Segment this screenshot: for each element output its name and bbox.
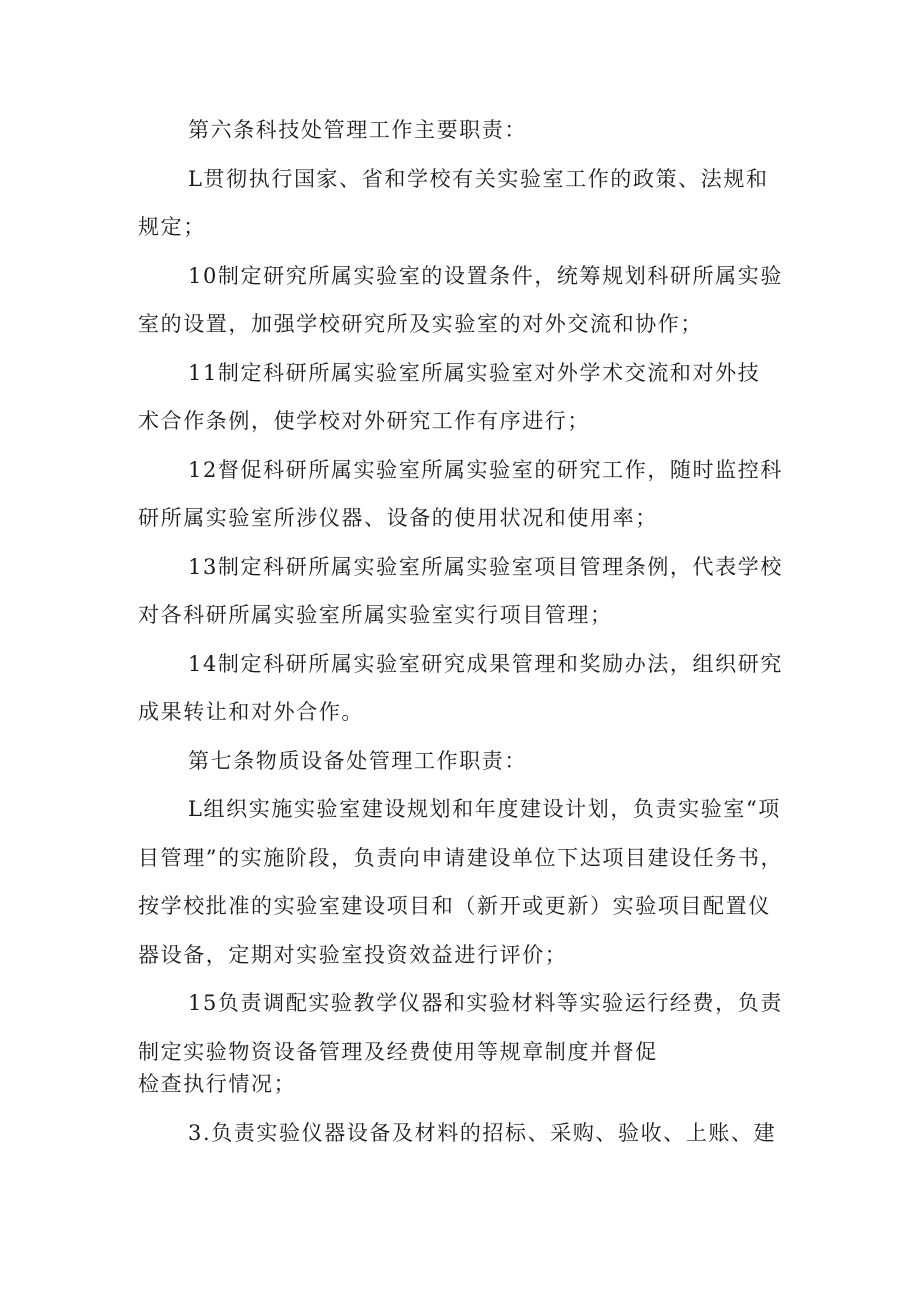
article-6-item-13-line-1: 13制定科研所属实验室所属实验室项目管理条例，代表学校 [188, 555, 783, 579]
article-6-item-13-line-2: 对各科研所属实验室所属实验室实行项目管理； [138, 603, 613, 627]
article-6-heading: 第六条科技处管理工作主要职责： [188, 118, 527, 142]
article-6-item-14-line-1: 14制定科研所属实验室研究成果管理和奖励办法，组织研究 [188, 652, 783, 676]
article-6-item-12-line-1: 12督促科研所属实验室所属实验室的研究工作，随时监控科 [188, 458, 783, 482]
article-7-item-15-line-2: 制定实验物资设备管理及经费使用等规章制度并督促 [138, 1040, 658, 1064]
article-7-item-1-line-2: 目管理”的实施阶段，负责向申请建设单位下达项目建设任务书， [138, 846, 784, 870]
article-7-item-1-line-1: L组织实施实验室建设规划和年度建设计划，负责实验室“项 [188, 797, 781, 821]
article-6-item-1-line-1: L贯彻执行国家、省和学校有关实验室工作的政策、法规和 [188, 167, 769, 191]
article-6-item-10-line-2: 室的设置，加强学校研究所及实验室的对外交流和协作； [138, 312, 703, 336]
article-6-item-10-line-1: 10制定研究所属实验室的设置条件，统筹规划科研所属实验 [188, 264, 783, 288]
article-6-item-12-line-2: 研所属实验室所涉仪器、设备的使用状况和使用率； [138, 506, 658, 530]
article-7-item-1-line-3: 按学校批准的实验室建设项目和（新开或更新）实验项目配置仪 [138, 894, 771, 918]
article-6-item-11-line-1: 11制定科研所属实验室所属实验室对外学术交流和对外技 [188, 361, 761, 385]
article-7-item-15-line-3: 检查执行情况； [138, 1072, 297, 1096]
article-7-item-15-line-1: 15负责调配实验教学仪器和实验材料等实验运行经费，负责 [188, 991, 783, 1015]
article-6-item-1-line-2: 规定； [138, 215, 206, 239]
article-7-item-3-line-1: 3.负责实验仪器设备及材料的招标、采购、验收、上账、建 [188, 1121, 777, 1145]
article-6-item-14-line-2: 成果转让和对外合作。 [138, 700, 364, 724]
article-7-heading: 第七条物质设备处管理工作职责： [188, 749, 527, 773]
article-6-item-11-line-2: 术合作条例，使学校对外研究工作有序进行； [138, 409, 590, 433]
article-7-item-1-line-4: 器设备，定期对实验室投资效益进行评价； [138, 943, 568, 967]
